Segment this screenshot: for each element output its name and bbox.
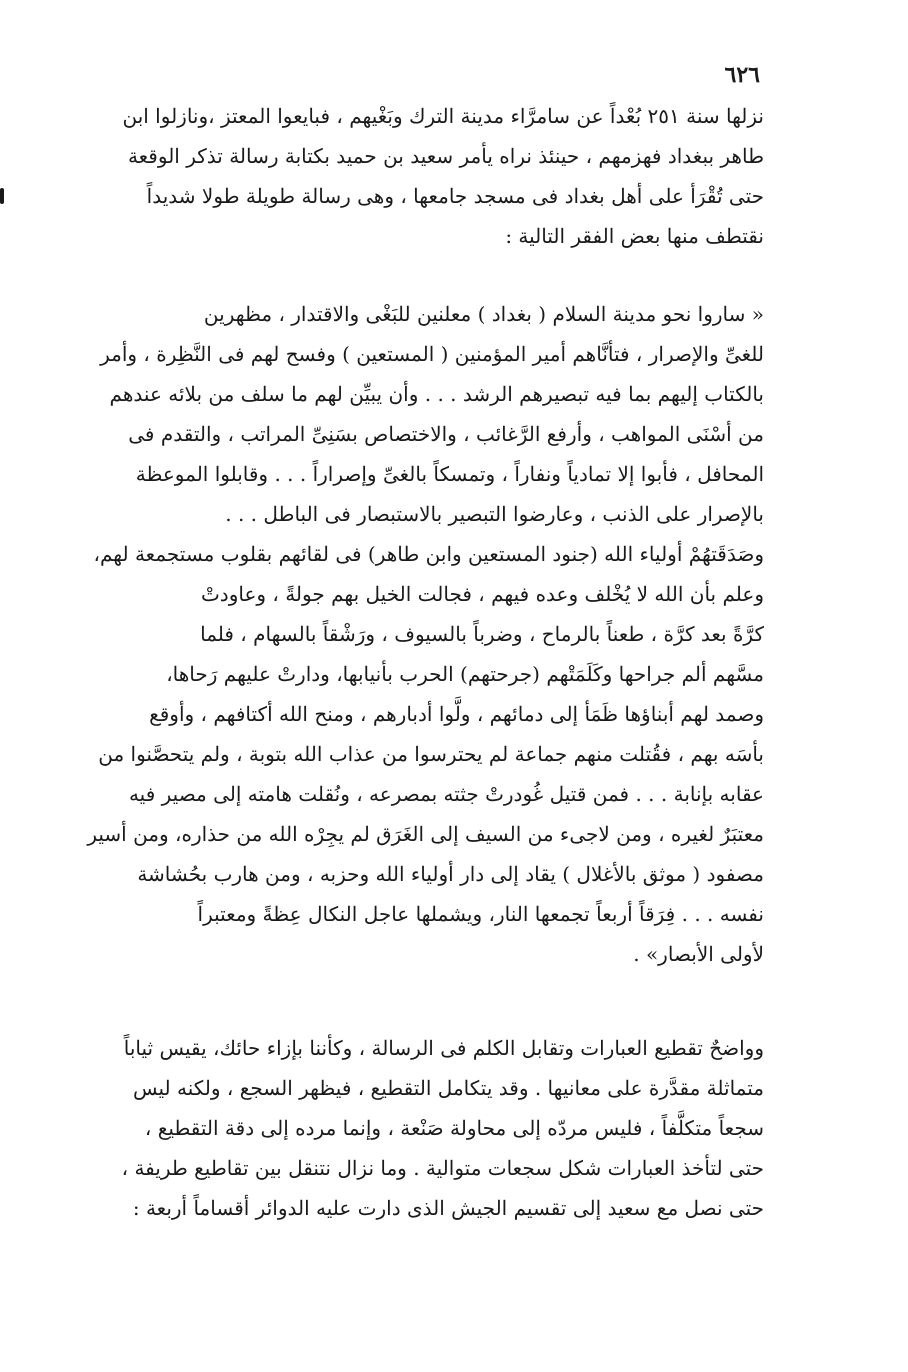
page-number: ٦٢٦ (724, 62, 760, 88)
quote-line: مصفود ( موثق بالأغلال ) يقاد إلى دار أولياء الله وحزبه ، ومن هارب بحُشاشة (137, 862, 764, 886)
quote-line: مسَّهم ألم جراحها وكَلَمَتْهم (جرحتهم) الحرب بأنيابها، ودارتْ عليهم رَحاها، (166, 662, 764, 686)
intro-line: نزلها سنة ٢٥١ بُعْداً عن سامرَّاء مدينة الترك وبَغْيهم ، فبايعوا المعتز ،ونازلوا ابن (122, 104, 764, 128)
intro-line: حتى تُقْرَأ على أهل بغداد فى مسجد جامعها ، وهى رسالة طويلة طولا شديداً (146, 184, 764, 208)
quote-line: « ساروا نحو مدينة السلام ( بغداد ) معلنين للبَغْى والاقتدار ، مظهرين (203, 302, 764, 326)
intro-line: طاهر ببغداد فهزمهم ، حينئذ نراه يأمر سعيد بن حميد بكتابة رسالة تذكر الوقعة (127, 144, 764, 168)
quote-line: لأولى الأبصار» . (633, 942, 764, 966)
quote-line: بأسَه بهم ، فقُتلت منهم جماعة لم يحترسوا من عذاب الله بتوبة ، ولم يتحصَّنوا من (98, 742, 764, 766)
closing-line: متماثلة مقدَّرة على معانيها . وقد يتكامل التقطيع ، فيظهر السجع ، ولكنه ليس (133, 1076, 764, 1100)
closing-line: حتى نصل مع سعيد إلى تقسيم الجيش الذى دارت عليه الدوائر أقساماً أربعة : (132, 1196, 764, 1220)
quote-line: بالإصرار على الذنب ، وعارضوا التبصير بالاستبصار فى الباطل . . . (225, 502, 764, 526)
closing-paragraph (84, 1028, 764, 1228)
quote-line: وصمد لهم أبناؤها ظَمَأ إلى دمائهم ، ولَّوا أدبارهم ، ومنح الله أكتافهم ، وأوقع (149, 702, 764, 726)
margin-mark (0, 188, 4, 204)
quote-line: معتبَرٌ لغيره ، ومن لاجىء من السيف إلى الغَرَق لم يجِرْه الله من حذاره، ومن أسير (87, 822, 764, 846)
closing-line: حتى لتأخذ العبارات شكل سجعات متوالية . وما نزال نتنقل بين تقاطيع طريفة ، (121, 1156, 764, 1180)
quote-line: عقابه بإنابة . . . فمن قتيل غُودرتْ جثته بمصرعه ، ونُقلت هامته إلى مصير فيه (128, 782, 764, 806)
quote-line: من أسْنَى المواهب ، وأرفع الرَّغائب ، والاختصاص بسَنِىِّ المراتب ، والتقدم فى (128, 422, 764, 446)
quote-line: كرَّةً بعد كرَّة ، طعناً بالرماح ، وضرباً بالسيوف ، ورَشْقاً بالسهام ، فلما (200, 622, 764, 646)
quote-line: للغىِّ والإصرار ، فتأنَّاهم أمير المؤمنين ( المستعين ) وفسح لهم فى النَّظِرة ، وأمر (100, 342, 764, 366)
intro-line: نقتطف منها بعض الفقر التالية : (505, 224, 764, 248)
quote-line: نفسه . . . فِرَقاً أربعاً تجمعها النار، ويشملها عاجل النكال عِظةً ومعتبراً (197, 902, 764, 926)
intro-paragraph (84, 96, 764, 256)
closing-line: وواضحٌ تقطيع العبارات وتقابل الكلم فى الرسالة ، وكأننا بإزاء حائك، يقيس ثياباً (123, 1036, 764, 1060)
quote-line: وصَدَقَتهُمْ أولياء الله (جنود المستعين وابن طاهر) فى لقائهم بقلوب مستجمعة لهم، (93, 542, 764, 566)
quote-line: بالكتاب إليهم بما فيه تبصيرهم الرشد . . . وأن يبيِّن لهم ما سلف من بلائه عندهم (109, 382, 764, 406)
quote-line: المحافل ، فأبوا إلا تمادياً ونفاراً ، وتمسكاً بالغىِّ وإصراراً . . . وقابلوا الموعظة (135, 462, 764, 486)
closing-line: سجعاً متكلَّفاً ، فليس مردّه إلى محاولة صَنْعة ، وإنما مرده إلى دقة التقطيع ، (144, 1116, 764, 1140)
quoted-letter-paragraph (84, 294, 764, 974)
quote-line: وعلم بأن الله لا يُخْلف وعده فيهم ، فجالت الخيل بهم جولةً ، وعاودتْ (200, 582, 764, 606)
